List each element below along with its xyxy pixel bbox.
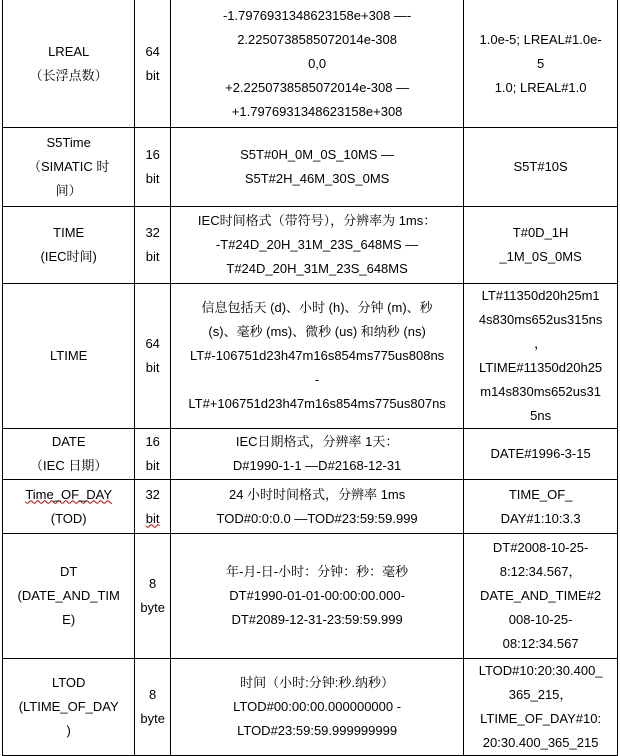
- range-cell: [170, 128, 463, 207]
- cell-line: 32: [145, 225, 160, 240]
- cell-line: +2.2250738585072014e-308 —: [225, 79, 410, 95]
- cell-line: LTOD#23:59:59.999999999: [237, 723, 398, 738]
- cell-line: byte: [140, 600, 165, 615]
- cell-line: m14s830ms652us31: [480, 384, 601, 399]
- cell-line: bit: [145, 510, 160, 526]
- cell-line: S5T#10S: [513, 159, 568, 174]
- cell-line: bit: [145, 458, 160, 473]
- cell-line: 365_215，: [508, 687, 573, 702]
- table-row: [3, 429, 618, 480]
- range-cell: [170, 207, 463, 284]
- table-row: [3, 128, 618, 207]
- cell-line: _1M_0S_0MS: [499, 249, 582, 264]
- cell-line: 1.0; LREAL#1.0: [494, 79, 587, 95]
- cell-line: 4s830ms652us315ns: [478, 312, 603, 327]
- cell-line: 08:12:34.567: [502, 636, 579, 651]
- cell-line: 5ns: [530, 408, 552, 423]
- type-name-cell: [3, 534, 135, 659]
- cell-line: IEC时间格式（带符号），分辨率为 1ms：: [197, 213, 437, 228]
- cell-line: 16: [145, 147, 160, 162]
- size-cell: [135, 0, 171, 128]
- cell-line: 间）: [55, 183, 82, 198]
- cell-line: DAY#1:10:3.3: [500, 510, 581, 526]
- cell-line: T#24D_20H_31M_23S_648MS: [226, 261, 408, 276]
- example-cell: [464, 207, 618, 284]
- cell-line: ，: [534, 336, 548, 351]
- cell-line: 8:12:34.567，: [499, 564, 582, 579]
- size-cell: [135, 128, 171, 207]
- cell-line: 0,0: [308, 55, 327, 71]
- cell-line: S5T#0H_0M_0S_10MS —: [240, 147, 395, 162]
- type-name-cell: [3, 429, 135, 480]
- table-row: [3, 284, 618, 429]
- cell-line: bit: [145, 249, 160, 264]
- cell-line: LTIME: [50, 348, 88, 363]
- size-cell: [135, 284, 171, 429]
- range-cell: [170, 659, 463, 756]
- cell-line: +1.7976931348623158e+308: [231, 103, 403, 119]
- example-cell: [464, 480, 618, 534]
- cell-line: DT: [60, 564, 78, 579]
- cell-line: LT#+106751d23h47m16s854ms775us807ns: [188, 396, 446, 411]
- size-cell: [135, 480, 171, 534]
- cell-line: DATE_AND_TIME#2: [480, 588, 602, 603]
- size-cell: [135, 207, 171, 284]
- cell-line: LT#11350d20h25m1: [481, 288, 600, 303]
- cell-line: TOD#0:0:0.0 —TOD#23:59:59.999: [216, 510, 418, 526]
- cell-line: (IEC时间): [40, 249, 97, 264]
- cell-line: 信息包括天 (d)、小时 (h)、分钟 (m)、秒: [201, 300, 433, 315]
- example-cell: [464, 429, 618, 480]
- cell-line: (DATE_AND_TIM: [17, 588, 120, 603]
- table-row: [3, 207, 618, 284]
- cell-line: LTOD: [51, 675, 86, 690]
- range-cell: [170, 429, 463, 480]
- range-cell: [170, 534, 463, 659]
- cell-line: 2.2250738585072014e-308: [237, 31, 397, 47]
- table-row: [3, 480, 618, 534]
- cell-line: DT#2089-12-31-23:59:59.999: [231, 612, 403, 627]
- cell-line: Time_OF_DAY: [25, 486, 113, 502]
- range-cell: [170, 284, 463, 429]
- cell-line: ): [66, 723, 71, 738]
- cell-line: TIME_OF_: [508, 486, 573, 502]
- cell-line: LT#-106751d23h47m16s854ms775us808ns: [190, 348, 445, 363]
- cell-line: -: [314, 372, 320, 387]
- table-row: [3, 534, 618, 659]
- table-row: [3, 659, 618, 756]
- cell-line: (s)、毫秒 (ms)、微秒 (us) 和纳秒 (ns): [208, 324, 426, 339]
- cell-line: E): [62, 612, 76, 627]
- size-cell: [135, 429, 171, 480]
- cell-line: bit: [145, 67, 160, 83]
- table-row: [3, 0, 618, 128]
- example-cell: [464, 659, 618, 756]
- cell-line: S5Time: [46, 135, 91, 150]
- cell-line: 5: [536, 55, 545, 71]
- cell-line: T#0D_1H: [512, 225, 569, 240]
- cell-line: LTOD#00:00:00.000000000 -: [233, 699, 402, 714]
- cell-line: LTOD#10:20:30.400_: [478, 663, 603, 678]
- cell-line: TIME: [53, 225, 85, 240]
- type-name-cell: [3, 207, 135, 284]
- cell-line: 24 小时时间格式，分辨率 1ms: [228, 486, 406, 502]
- type-name-cell: [3, 480, 135, 534]
- cell-line: 20:30.400_365_215: [482, 735, 599, 750]
- cell-line: bit: [145, 171, 160, 186]
- cell-line: DT#2008-10-25-: [492, 540, 589, 555]
- example-cell: [464, 284, 618, 429]
- cell-line: 时间（小时:分钟:秒.纳秒）: [240, 675, 395, 690]
- cell-line: 8: [149, 576, 157, 591]
- cell-line: 32: [145, 486, 160, 502]
- cell-line: 008-10-25-: [508, 612, 573, 627]
- size-cell: [135, 534, 171, 659]
- cell-line: (TOD): [50, 510, 87, 526]
- example-cell: [464, 128, 618, 207]
- cell-line: 年-月-日-小时：分钟：秒：毫秒: [226, 564, 409, 579]
- cell-line: bit: [145, 360, 160, 375]
- cell-line: byte: [140, 711, 165, 726]
- range-cell: [170, 480, 463, 534]
- cell-line: DT#1990-01-01-00:00:00.000-: [229, 588, 405, 603]
- example-cell: [464, 0, 618, 128]
- cell-line: （IEC 日期）: [30, 458, 108, 473]
- type-name-cell: [3, 659, 135, 756]
- cell-line: LREAL: [48, 43, 90, 59]
- type-name-cell: [3, 0, 135, 128]
- type-name-cell: [3, 128, 135, 207]
- cell-line: 64: [145, 43, 160, 59]
- cell-line: 16: [145, 434, 160, 449]
- cell-line: LTIME_OF_DAY#10:: [480, 711, 602, 726]
- type-name-cell: [3, 284, 135, 429]
- cell-line: (LTIME_OF_DAY: [18, 699, 119, 714]
- cell-line: -1.7976931348623158e+308 —-: [222, 7, 412, 23]
- cell-line: 64: [145, 336, 160, 351]
- cell-line: （SIMATIC 时: [27, 159, 110, 174]
- size-cell: [135, 659, 171, 756]
- cell-line: D#1990-1-1 —D#2168-12-31: [232, 458, 402, 473]
- cell-line: S5T#2H_46M_30S_0MS: [244, 171, 390, 186]
- cell-line: （长浮点数）: [29, 67, 108, 83]
- example-cell: [464, 534, 618, 659]
- cell-line: DATE#1996-3-15: [490, 446, 591, 461]
- datatype-table: [2, 0, 618, 756]
- cell-line: 1.0e-5; LREAL#1.0e-: [479, 31, 602, 47]
- cell-line: 8: [149, 687, 157, 702]
- cell-line: LTIME#11350d20h25: [479, 360, 603, 375]
- cell-line: DATE: [51, 434, 86, 449]
- cell-line: -T#24D_20H_31M_23S_648MS —: [215, 237, 419, 252]
- cell-line: IEC日期格式，分辨率 1天：: [235, 434, 399, 449]
- range-cell: [170, 0, 463, 128]
